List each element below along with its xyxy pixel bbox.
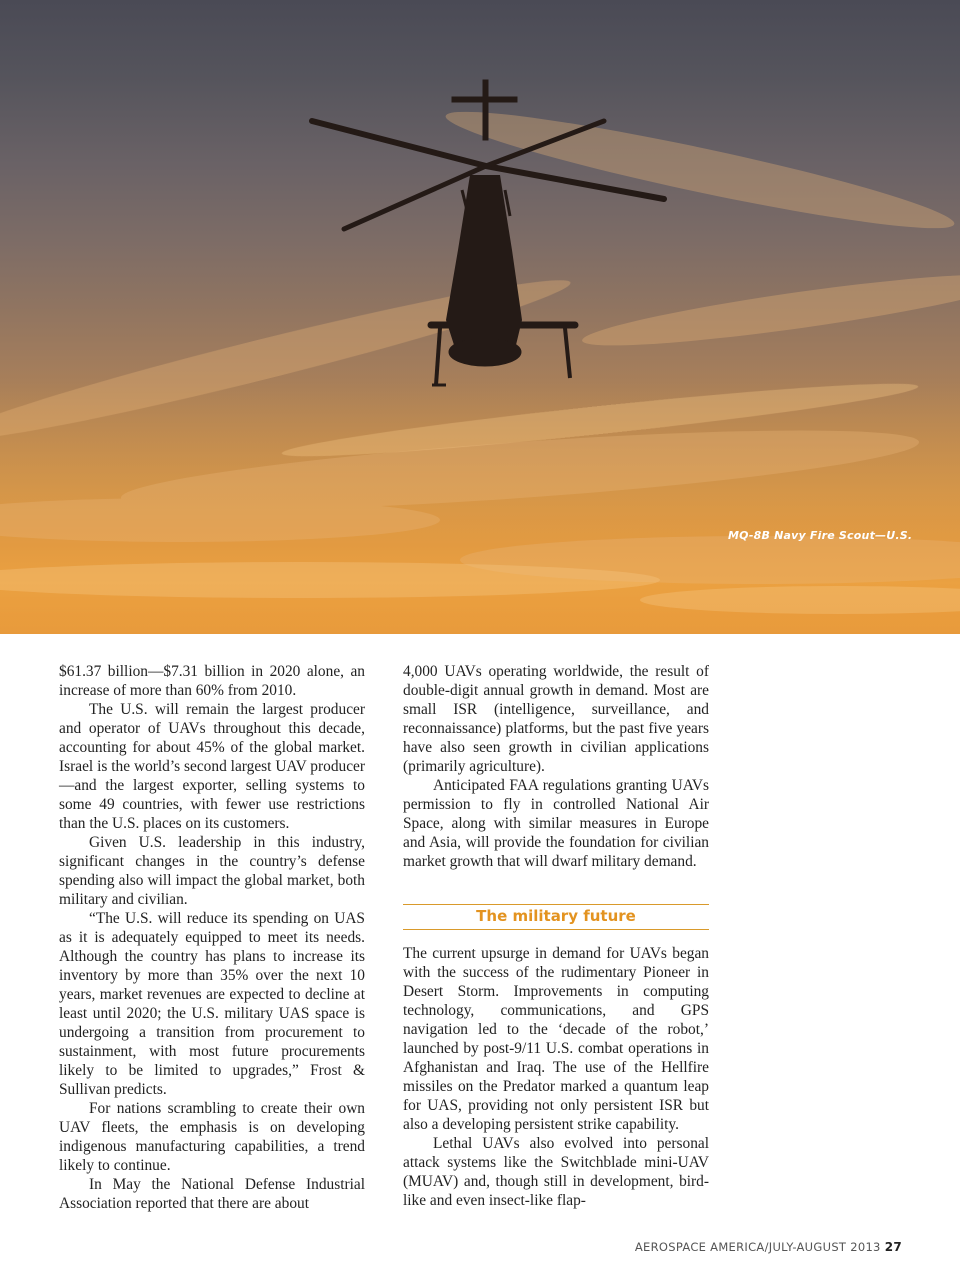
paragraph: Given U.S. leadership in this industry, significant changes in the country’s defense spending also will impact the global market, both military and civilian. bbox=[59, 834, 365, 908]
photo-caption: MQ-8B Navy Fire Scout—U.S. bbox=[728, 529, 913, 542]
paragraph: “The U.S. will reduce its spending on UAS as it is adequately equipped to meet its needs. Although the country has plans to increase its inventory by more than 35% over the next 10 years, market revenues are expected to decline at least until 2020; the U.S. military UAS space is undergoing a transition from procurement to sustainment, with most future procurements likely to be limited to upgrades,” Frost & Sullivan predicts. bbox=[59, 910, 365, 1098]
section-heading: The military future bbox=[476, 907, 636, 925]
page-number: 27 bbox=[884, 1240, 902, 1254]
paragraph: Lethal UAVs also evolved into personal attack systems like the Switchblade mini-UAV (MUAV) and, though still in development, bird-like and even insect-like flap- bbox=[403, 1135, 709, 1209]
page-footer bbox=[635, 1240, 902, 1254]
article-column-right-top bbox=[403, 662, 709, 871]
helicopter-photo bbox=[0, 0, 960, 634]
paragraph: For nations scrambling to create their own UAV fleets, the emphasis is on developing indigenous manufacturing capabilities, a trend likely to continue. bbox=[59, 1100, 365, 1174]
paragraph: 4,000 UAVs operating worldwide, the result of double-digit annual growth in demand. Most are small ISR (intelligence, surveillance, and reconnaissance) platforms, but the past five years have also seen growth in civilian applications (primarily agriculture). bbox=[403, 663, 709, 775]
article-column-left bbox=[59, 662, 365, 1213]
paragraph: The current upsurge in demand for UAVs began with the success of the rudimentary Pioneer in Desert Storm. Improvements in computing technology, communications, and GPS navigation led to the ‘decade of the robot,’ launched by post-9/11 U.S. combat operations in Afghanistan and Iraq. The use of the Hellfire missiles on the Predator marked a quantum leap for UAS, providing not only persistent ISR but also a developing persistent strike capability. bbox=[403, 945, 709, 1133]
publication-name: AEROSPACE AMERICA/JULY-AUGUST 2013 bbox=[634, 1240, 881, 1254]
paragraph: The U.S. will remain the largest producer and operator of UAVs throughout this decade, accounting for about 45% of the global market. Israel is the world’s second largest UAV producer—and the largest exporter, selling systems to some 49 countries, with fewer use restrictions than the U.S. places on its customers. bbox=[59, 701, 365, 832]
article-column-right-bottom bbox=[403, 944, 709, 1210]
paragraph: In May the National Defense Industrial Association reported that there are about bbox=[59, 1176, 365, 1212]
paragraph: Anticipated FAA regulations granting UAVs permission to fly in controlled National Air Space, along with similar measures in Europe and Asia, will provide the foundation for civilian market growth that will dwarf military demand. bbox=[403, 777, 709, 870]
paragraph: $61.37 billion—$7.31 billion in 2020 alone, an increase of more than 60% from 2010. bbox=[59, 663, 365, 699]
section-heading-box bbox=[403, 904, 709, 930]
